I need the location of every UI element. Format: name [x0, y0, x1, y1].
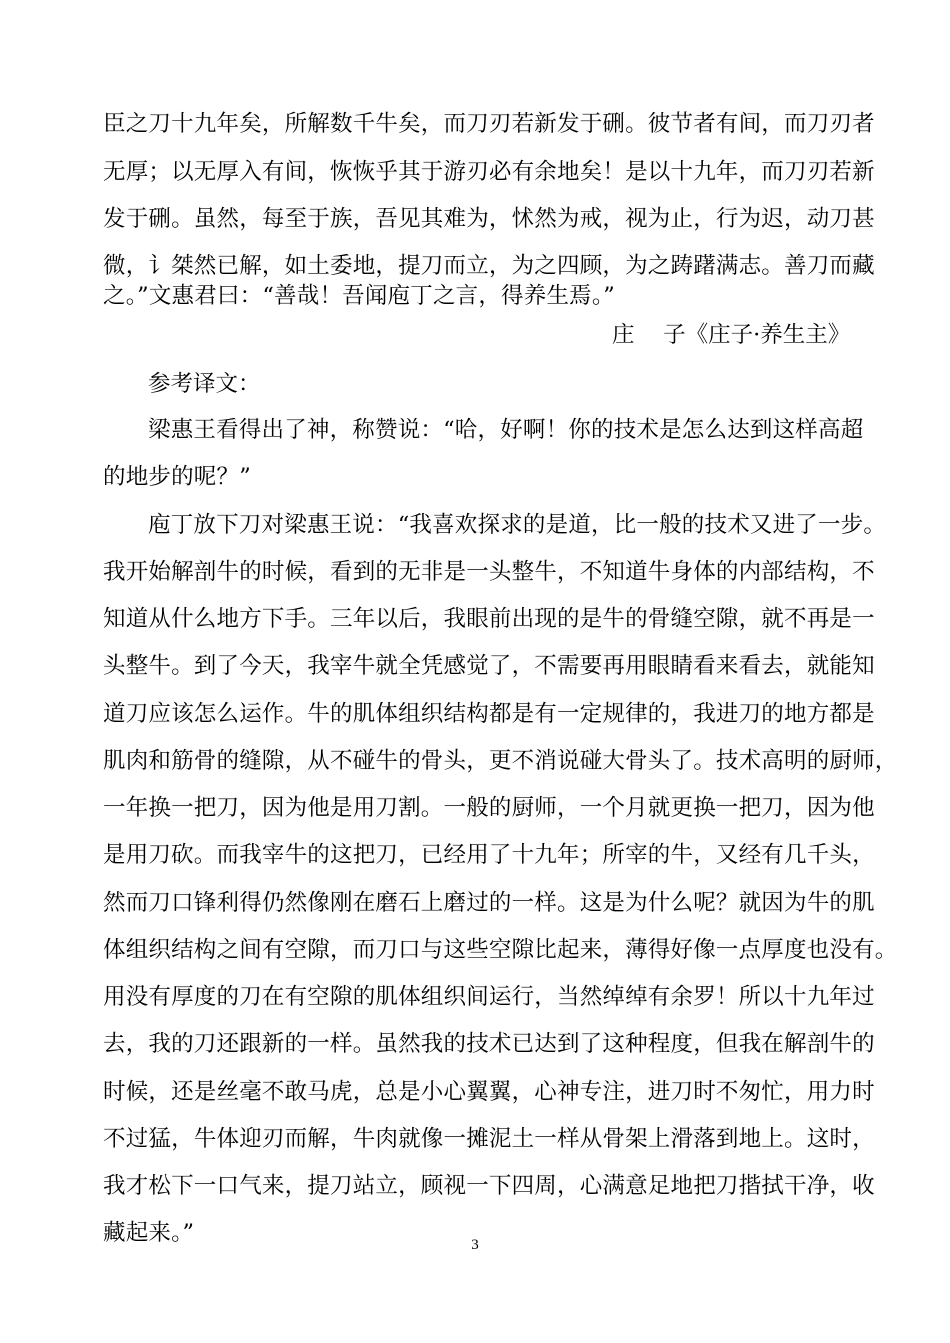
translation-line: 头整牛。到了今天，我宰牛就全凭感觉了，不需要再用眼睛看来看去，就能知 — [103, 653, 875, 679]
translation-label: 参考译文： — [148, 371, 261, 397]
translation-line: 是用刀砍。而我宰牛的这把刀，已经用了十九年；所宰的牛，又经有几千头， — [103, 842, 875, 868]
page-number: 3 — [471, 1237, 479, 1253]
translation-line: 然而刀口锋利得仍然像刚在磨石上磨过的一样。这是为什么呢？就因为牛的肌 — [103, 890, 875, 916]
source-attribution: 庄 子《庄子·养生主》 — [612, 322, 851, 348]
translation-line: 体组织结构之间有空隙，而刀口与这些空隙比起来，薄得好像一点厚度也没有。 — [103, 937, 898, 963]
translation-line: 道刀应该怎么运作。牛的肌体组织结构都是有一定规律的，我进刀的地方都是 — [103, 701, 875, 727]
translation-line: 一年换一把刀，因为他是用刀割。一般的厨师，一个月就更换一把刀，因为他 — [103, 795, 875, 821]
original-text-line: 无厚；以无厚入有间，恢恢乎其于游刃必有余地矣！是以十九年，而刀刃若新 — [103, 159, 875, 185]
original-text-line: 发于硎。虽然，每至于族，吾见其难为，怵然为戒，视为止，行为迟，动刀甚 — [103, 206, 875, 232]
translation-line: 肌肉和筋骨的缝隙，从不碰牛的骨头，更不消说碰大骨头了。技术高明的厨师， — [103, 748, 898, 774]
translation-line: 不过猛，牛体迎刃而解，牛肉就像一摊泥土一样从骨架上滑落到地上。这时， — [103, 1126, 875, 1152]
translation-line: 时候，还是丝毫不敢马虎，总是小心翼翼，心神专注，进刀时不匆忙，用力时 — [103, 1079, 875, 1105]
translation-line: 我开始解剖牛的时候，看到的无非是一头整牛，不知道牛身体的内部结构，不 — [103, 559, 875, 585]
translation-line: 藏起来。” — [103, 1220, 195, 1246]
translation-line: 知道从什么地方下手。三年以后，我眼前出现的是牛的骨缝空隙，就不再是一 — [103, 606, 875, 632]
translation-line: 我才松下一口气来，提刀站立，顾视一下四周，心满意足地把刀揩拭干净，收 — [103, 1173, 875, 1199]
translation-line: 梁惠王看得出了神，称赞说：“哈，好啊！你的技术是怎么达到这样高超 — [148, 417, 864, 443]
original-text-line: 臣之刀十九年矣，所解数千牛矣，而刀刃若新发于硎。彼节者有间，而刀刃者 — [103, 111, 875, 137]
translation-line: 庖丁放下刀对梁惠王说：“我喜欢探求的是道，比一般的技术又进了一步。 — [148, 512, 887, 538]
original-text-line: 微，讠桀然已解，如土委地，提刀而立，为之四顾，为之踌躇满志。善刀而藏 — [103, 253, 875, 279]
translation-line: 的地步的呢？” — [103, 464, 251, 490]
translation-line: 去，我的刀还跟新的一样。虽然我的技术已达到了这种程度，但我在解剖牛的 — [103, 1031, 875, 1057]
translation-line: 用没有厚度的刀在有空隙的肌体组织间运行，当然绰绰有余罗！所以十九年过 — [103, 984, 875, 1010]
original-text-line: 之。”文惠君曰：“善哉！吾闻庖丁之言，得养生焉。” — [103, 283, 616, 309]
